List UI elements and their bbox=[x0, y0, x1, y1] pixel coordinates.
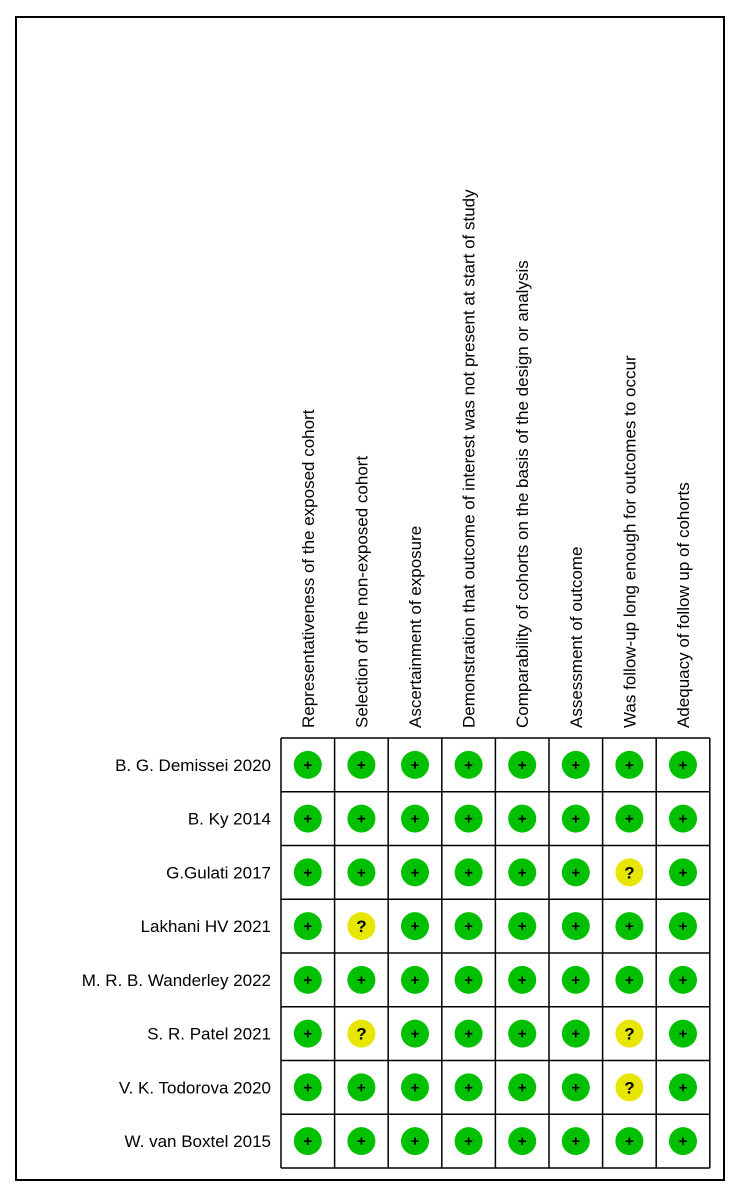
column-header: Comparability of cohorts on the basis of the design or analysis bbox=[513, 260, 533, 728]
rating-symbol: + bbox=[303, 1133, 313, 1151]
study-label: Lakhani HV 2021 bbox=[140, 917, 271, 937]
rating-symbol: + bbox=[571, 971, 581, 989]
rating-symbol: + bbox=[625, 810, 634, 828]
rating-symbol: + bbox=[357, 810, 366, 828]
rating-symbol: + bbox=[678, 864, 688, 882]
rating-symbol: + bbox=[678, 810, 688, 828]
rating-symbol: + bbox=[303, 971, 313, 989]
rating-symbol: + bbox=[571, 756, 581, 774]
rating-symbol: + bbox=[357, 1133, 366, 1151]
rating-symbol: + bbox=[571, 918, 581, 936]
rating-symbol: ? bbox=[624, 863, 635, 883]
rating-symbol: + bbox=[571, 1133, 581, 1151]
rating-symbol: + bbox=[357, 971, 366, 989]
column-header: Representativeness of the exposed cohort bbox=[298, 409, 318, 728]
rating-symbol: + bbox=[303, 918, 313, 936]
rating-symbol: + bbox=[517, 1025, 527, 1043]
rating-symbol: + bbox=[410, 971, 420, 989]
rating-symbol: + bbox=[357, 1079, 366, 1097]
study-label: G.Gulati 2017 bbox=[166, 863, 271, 883]
rating-symbol: ? bbox=[356, 1024, 367, 1044]
rating-symbol: + bbox=[517, 1079, 527, 1097]
study-label: B. Ky 2014 bbox=[187, 809, 271, 829]
rating-symbol: + bbox=[410, 918, 420, 936]
study-label: W. van Boxtel 2015 bbox=[124, 1132, 271, 1152]
rating-symbol: + bbox=[464, 1133, 473, 1151]
rating-symbol: + bbox=[303, 756, 313, 774]
rating-symbol: + bbox=[625, 971, 634, 989]
rating-symbol: + bbox=[517, 918, 527, 936]
rating-symbol: + bbox=[410, 756, 420, 774]
rating-symbol: + bbox=[678, 918, 688, 936]
rating-symbol: + bbox=[678, 1133, 688, 1151]
rating-symbol: + bbox=[464, 1079, 473, 1097]
rating-symbol: ? bbox=[624, 1078, 635, 1098]
column-header: Adequacy of follow up of cohorts bbox=[674, 482, 693, 728]
rating-symbol: + bbox=[357, 864, 366, 882]
rating-symbol: + bbox=[571, 1025, 581, 1043]
rating-symbol: + bbox=[678, 1079, 688, 1097]
rating-symbol: + bbox=[303, 810, 313, 828]
rating-symbol: + bbox=[410, 864, 420, 882]
rating-symbol: + bbox=[571, 864, 581, 882]
rating-symbol: + bbox=[303, 1079, 313, 1097]
rating-symbol: ? bbox=[624, 1024, 635, 1044]
column-header: Demonstration that outcome of interest was not present at start of study bbox=[459, 189, 479, 729]
rating-symbol: ? bbox=[356, 917, 367, 937]
rating-symbol: + bbox=[517, 1133, 527, 1151]
rating-symbol: + bbox=[517, 810, 527, 828]
rating-symbol: + bbox=[517, 864, 527, 882]
study-label: M. R. B. Wanderley 2022 bbox=[81, 970, 271, 990]
study-label: V. K. Todorova 2020 bbox=[118, 1078, 271, 1098]
rating-symbol: + bbox=[464, 810, 473, 828]
column-header: Assessment of outcome bbox=[566, 546, 586, 728]
rating-symbol: + bbox=[464, 864, 473, 882]
rating-symbol: + bbox=[410, 1133, 420, 1151]
column-header: Selection of the non-exposed cohort bbox=[352, 455, 372, 728]
rating-symbol: + bbox=[678, 1025, 688, 1043]
study-label: B. G. Demissei 2020 bbox=[115, 755, 271, 775]
rating-symbol: + bbox=[517, 756, 527, 774]
rating-symbol: + bbox=[464, 1025, 473, 1043]
rating-symbol: + bbox=[303, 1025, 313, 1043]
rating-symbol: + bbox=[464, 918, 473, 936]
rating-symbol: + bbox=[517, 971, 527, 989]
study-label: S. R. Patel 2021 bbox=[147, 1024, 271, 1044]
rating-symbol: + bbox=[678, 971, 688, 989]
rating-symbol: + bbox=[571, 1079, 581, 1097]
rating-symbol: + bbox=[410, 810, 420, 828]
rating-symbol: + bbox=[303, 864, 313, 882]
rating-symbol: + bbox=[410, 1079, 420, 1097]
rating-symbol: + bbox=[625, 918, 634, 936]
rating-symbol: + bbox=[678, 756, 688, 774]
rating-symbol: + bbox=[410, 1025, 420, 1043]
rating-symbol: + bbox=[571, 810, 581, 828]
column-header: Ascertainment of exposure bbox=[406, 525, 425, 728]
rating-symbol: + bbox=[625, 1133, 634, 1151]
column-header: Was follow-up long enough for outcomes to occur bbox=[620, 355, 640, 728]
rating-symbol: + bbox=[625, 756, 634, 774]
rating-symbol: + bbox=[464, 756, 473, 774]
rating-symbol: + bbox=[464, 971, 473, 989]
rating-symbol: + bbox=[357, 756, 366, 774]
